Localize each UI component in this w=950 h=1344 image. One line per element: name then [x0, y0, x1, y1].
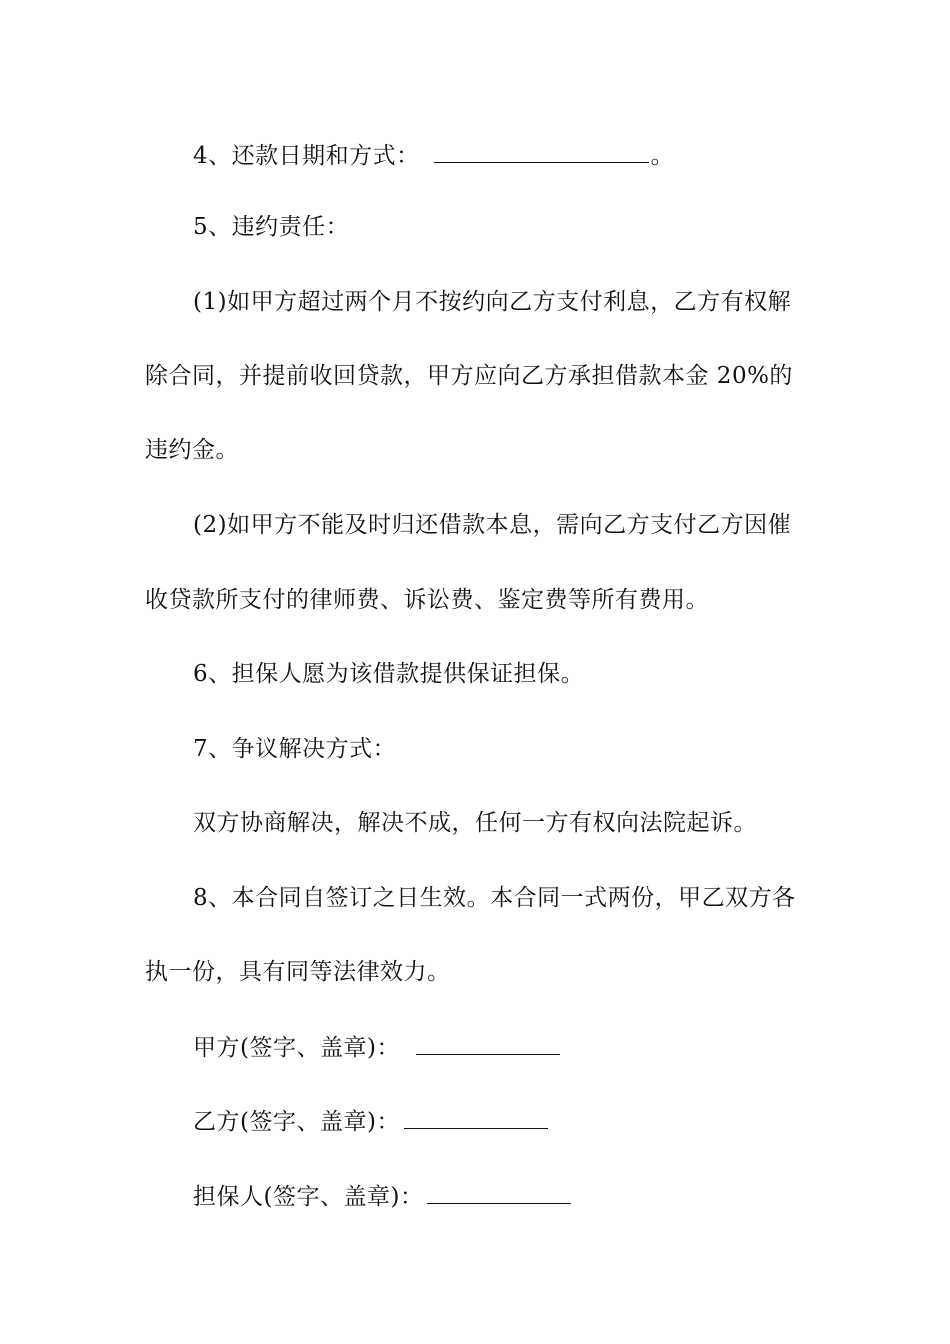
clause-5-heading: 5、违约责任：: [193, 214, 350, 240]
clause-8-line-2: 执一份，具有同等法律效力。: [145, 959, 451, 985]
clause-4-suffix: 。: [650, 143, 675, 169]
clause-8-line-1: 8、本合同自签订之日生效。本合同一式两份，甲乙双方各: [193, 885, 796, 911]
signature-party-a: [193, 1032, 560, 1063]
signature-party-a-blank: [416, 1032, 560, 1055]
signature-party-b-label: 乙方(签字、盖章)：: [193, 1109, 400, 1135]
repayment-method-blank: [434, 140, 649, 163]
clause-5-1-line-3: 违约金。: [145, 437, 239, 463]
clause-7-heading: 7、争议解决方式：: [193, 736, 397, 762]
clause-4: [193, 140, 674, 171]
signature-party-b-blank: [404, 1106, 548, 1129]
signature-guarantor-label: 担保人(签字、盖章)：: [193, 1184, 424, 1210]
clause-7-body: 双方协商解决，解决不成，任何一方有权向法院起诉。: [193, 810, 757, 836]
clause-5-1-line-1: (1)如甲方超过两个月不按约向乙方支付利息，乙方有权解: [193, 289, 792, 315]
clause-5-2-line-2: 收贷款所支付的律师费、诉讼费、鉴定费等所有费用。: [145, 587, 709, 613]
clause-5-1-line-2: 除合同，并提前收回贷款，甲方应向乙方承担借款本金 20%的: [145, 363, 793, 389]
signature-guarantor: [193, 1181, 571, 1212]
clause-4-label: 4、还款日期和方式：: [193, 143, 420, 169]
signature-party-b: [193, 1106, 548, 1137]
signature-party-a-label: 甲方(签字、盖章)：: [193, 1035, 400, 1061]
clause-6: 6、担保人愿为该借款提供保证担保。: [193, 661, 585, 687]
clause-5-2-line-1: (2)如甲方不能及时归还借款本息，需向乙方支付乙方因催: [193, 512, 792, 538]
signature-guarantor-blank: [427, 1181, 571, 1204]
